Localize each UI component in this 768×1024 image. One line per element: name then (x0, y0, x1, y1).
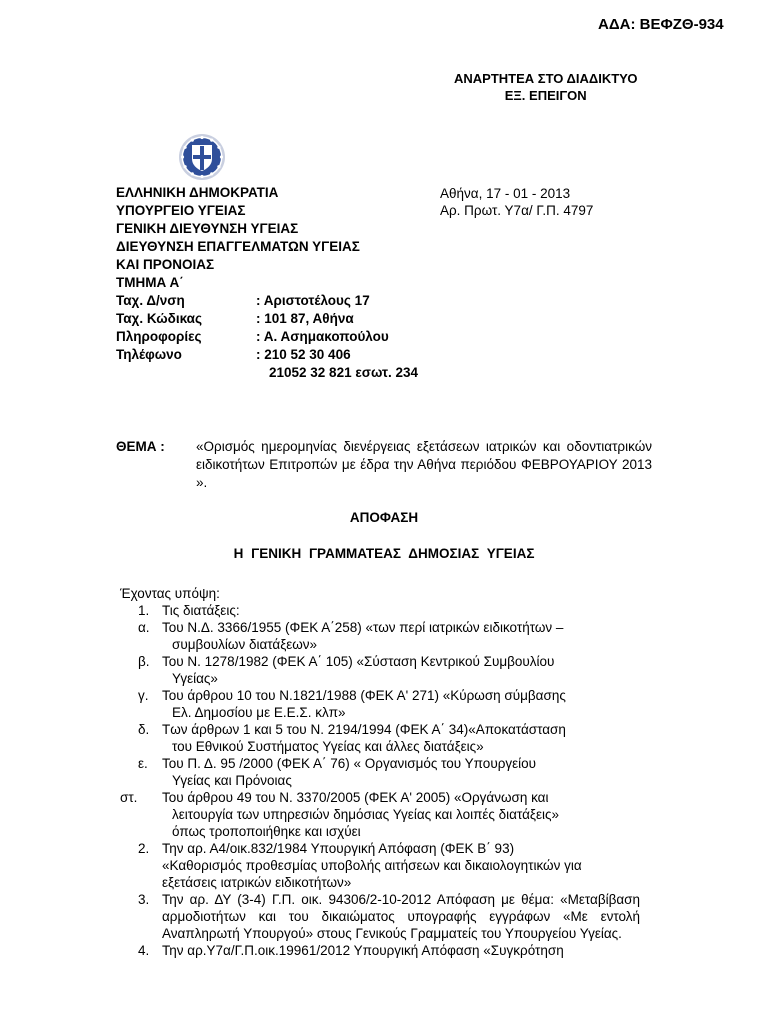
urgency-line: ΕΞ. ΕΠΕΙΓΟΝ (504, 88, 587, 103)
contact-value: : 101 87, Αθήνα (256, 311, 354, 326)
list-text (162, 721, 640, 755)
sender-line: ΔΙΕΥΘΥΝΣΗ ΕΠΑΓΓΕΛΜΑΤΩΝ ΥΓΕΙΑΣ (116, 239, 360, 254)
document-body (120, 585, 640, 959)
list-item (120, 687, 640, 721)
body-intro: Έχοντας υπόψη: (120, 586, 220, 601)
list-text (162, 840, 640, 891)
publish-notice-line: ΑΝΑΡΤΗΤΕΑ ΣΤΟ ΔΙΑΔΙΚΤΥΟ (454, 71, 638, 86)
text-line: Ελ. Δημοσίου με Ε.Ε.Σ. κλπ» (172, 705, 346, 720)
list-text (162, 755, 640, 789)
text-line: Την αρ. Α4/οικ.832/1984 Υπουργική Απόφαση (ΦΕΚ Β΄ 93) (162, 841, 515, 856)
list-item (120, 840, 640, 891)
text-line: «Καθορισμός προθεσμίας υποβολής αιτήσεων και δικαιολογητικών για (162, 858, 582, 873)
subject-label: ΘΕΜΑ : (116, 439, 165, 454)
list-item (120, 602, 640, 619)
text-line: λειτουργία των υπηρεσιών δημόσιας Υγείας και λοιπές διατάξεις» (172, 807, 560, 822)
text-line: Υγείας και Πρόνοιας (172, 773, 292, 788)
text-line: Του Ν. 1278/1982 (ΦΕΚ Α΄ 105) «Σύσταση Κεντρικού Συμβουλίου (162, 654, 555, 669)
decision-title: ΑΠΟΦΑΣΗ (349, 510, 419, 525)
list-marker: στ. (120, 790, 138, 805)
text-line: Του άρθρου 49 του Ν. 3370/2005 (ΦΕΚ Α' 2005) «Οργάνωση και (162, 790, 549, 805)
list-marker: 4. (138, 943, 150, 958)
text-line: Του Π. Δ. 95 /2000 (ΦΕΚ Α΄ 76) « Οργανισμός του Υπουργείου (162, 756, 537, 771)
contact-label: Ταχ. Κώδικας (116, 311, 202, 326)
text-line: συμβουλίων διατάξεων» (172, 637, 318, 652)
list-marker: 1. (138, 603, 150, 618)
text-line: Των άρθρων 1 και 5 του Ν. 2194/1994 (ΦΕΚ Α΄ 34)«Αποκατάσταση (162, 722, 566, 737)
text-line: Του Ν.Δ. 3366/1955 (ΦΕΚ Α΄258) «των περί ιατρικών ειδικοτήτων – (162, 620, 564, 635)
contact-label: Πληροφορίες (116, 329, 202, 344)
subject-block (116, 438, 652, 492)
text-line: Του άρθρου 10 του Ν.1821/1988 (ΦΕΚ Α' 271) «Κύρωση σύμβασης (162, 688, 566, 703)
list-item (120, 619, 640, 653)
list-marker: 3. (138, 892, 150, 907)
list-text (162, 789, 640, 840)
hellenic-republic-emblem-icon (178, 133, 226, 181)
list-item (120, 942, 640, 959)
contact-row (116, 310, 418, 328)
sender-line: ΥΠΟΥΡΓΕΙΟ ΥΓΕΙΑΣ (116, 203, 246, 218)
contact-value: : Α. Ασημακοπούλου (256, 329, 389, 344)
sender-line: ΚΑΙ ΠΡΟΝΟΙΑΣ (116, 257, 215, 272)
text-line: Υγείας» (172, 671, 218, 686)
signer-title: Η ΓΕΝΙΚΗ ΓΡΑΜΜΑΤΕΑΣ ΔΗΜΟΣΙΑΣ ΥΓΕΙΑΣ (233, 546, 535, 561)
text-line: του Εθνικού Συστήματος Υγείας και άλλες διατάξεις» (172, 739, 484, 754)
contact-row (116, 328, 418, 346)
list-marker: γ. (138, 688, 149, 703)
contact-block (116, 292, 418, 382)
text-line: όπως τροποποιήθηκε και ισχύει (172, 824, 361, 839)
sender-line: ΤΜΗΜΑ Α΄ (116, 275, 184, 290)
contact-label: Ταχ. Δ/νση (116, 293, 185, 308)
list-item (120, 653, 640, 687)
list-item (120, 891, 640, 942)
list-marker: β. (138, 654, 150, 669)
list-text: Την αρ.Υ7α/Γ.Π.οικ.19961/2012 Υπουργική Απόφαση «Συγκρότηση (162, 943, 564, 958)
list-marker: α. (138, 620, 150, 635)
list-item (120, 789, 640, 840)
sender-line: ΓΕΝΙΚΗ ΔΙΕΥΘΥΝΣΗ ΥΓΕΙΑΣ (116, 221, 299, 236)
sender-line: ΕΛΛΗΝΙΚΗ ΔΗΜΟΚΡΑΤΙΑ (116, 185, 279, 200)
phone-extension: 21052 32 821 εσωτ. 234 (269, 365, 419, 380)
publish-notice (454, 70, 637, 104)
list-marker: δ. (138, 722, 150, 737)
contact-row (116, 346, 418, 364)
text-line: εξετάσεις ιατρικών ειδικοτήτων» (162, 875, 352, 890)
list-marker: 2. (138, 841, 150, 856)
list-text (162, 619, 640, 653)
sender-block (116, 184, 360, 292)
list-text: Τις διατάξεις: (162, 603, 240, 618)
document-date: Αθήνα, 17 - 01 - 2013 (440, 186, 571, 201)
contact-value: : 210 52 30 406 (256, 347, 351, 362)
list-text (162, 687, 640, 721)
contact-label: Τηλέφωνο (116, 347, 182, 362)
list-marker: ε. (138, 756, 148, 771)
protocol-number: Αρ. Πρωτ. Υ7α/ Γ.Π. 4797 (440, 203, 594, 218)
list-text (162, 653, 640, 687)
date-block (440, 185, 593, 219)
contact-value: : Αριστοτέλους 17 (256, 293, 370, 308)
list-item (120, 721, 640, 755)
contact-row (116, 292, 418, 310)
list-item (120, 755, 640, 789)
ada-code: ΑΔΑ: ΒΕΦΖΘ-934 (598, 16, 724, 33)
list-text: Την αρ. ΔΥ (3-4) Γ.Π. οικ. 94306/2-10-2012 Απόφαση με θέμα: «Μεταβίβαση αρμοδιοτήτων και του δικαιώματος υπογραφής εγγράφων «Με εντολή Αναπληρωτή Υπουργού» στους Γενικούς Γραμματείς του Υπουργείου Υγείας. (162, 892, 640, 941)
subject-text: «Ορισμός ημερομηνίας διενέργειας εξετάσεων ιατρικών και οδοντιατρικών ειδικοτήτων Επιτροπών με έδρα την Αθήνα περιόδου ΦΕΒΡΟΥΑΡΙΟΥ 2013 ». (196, 439, 652, 490)
